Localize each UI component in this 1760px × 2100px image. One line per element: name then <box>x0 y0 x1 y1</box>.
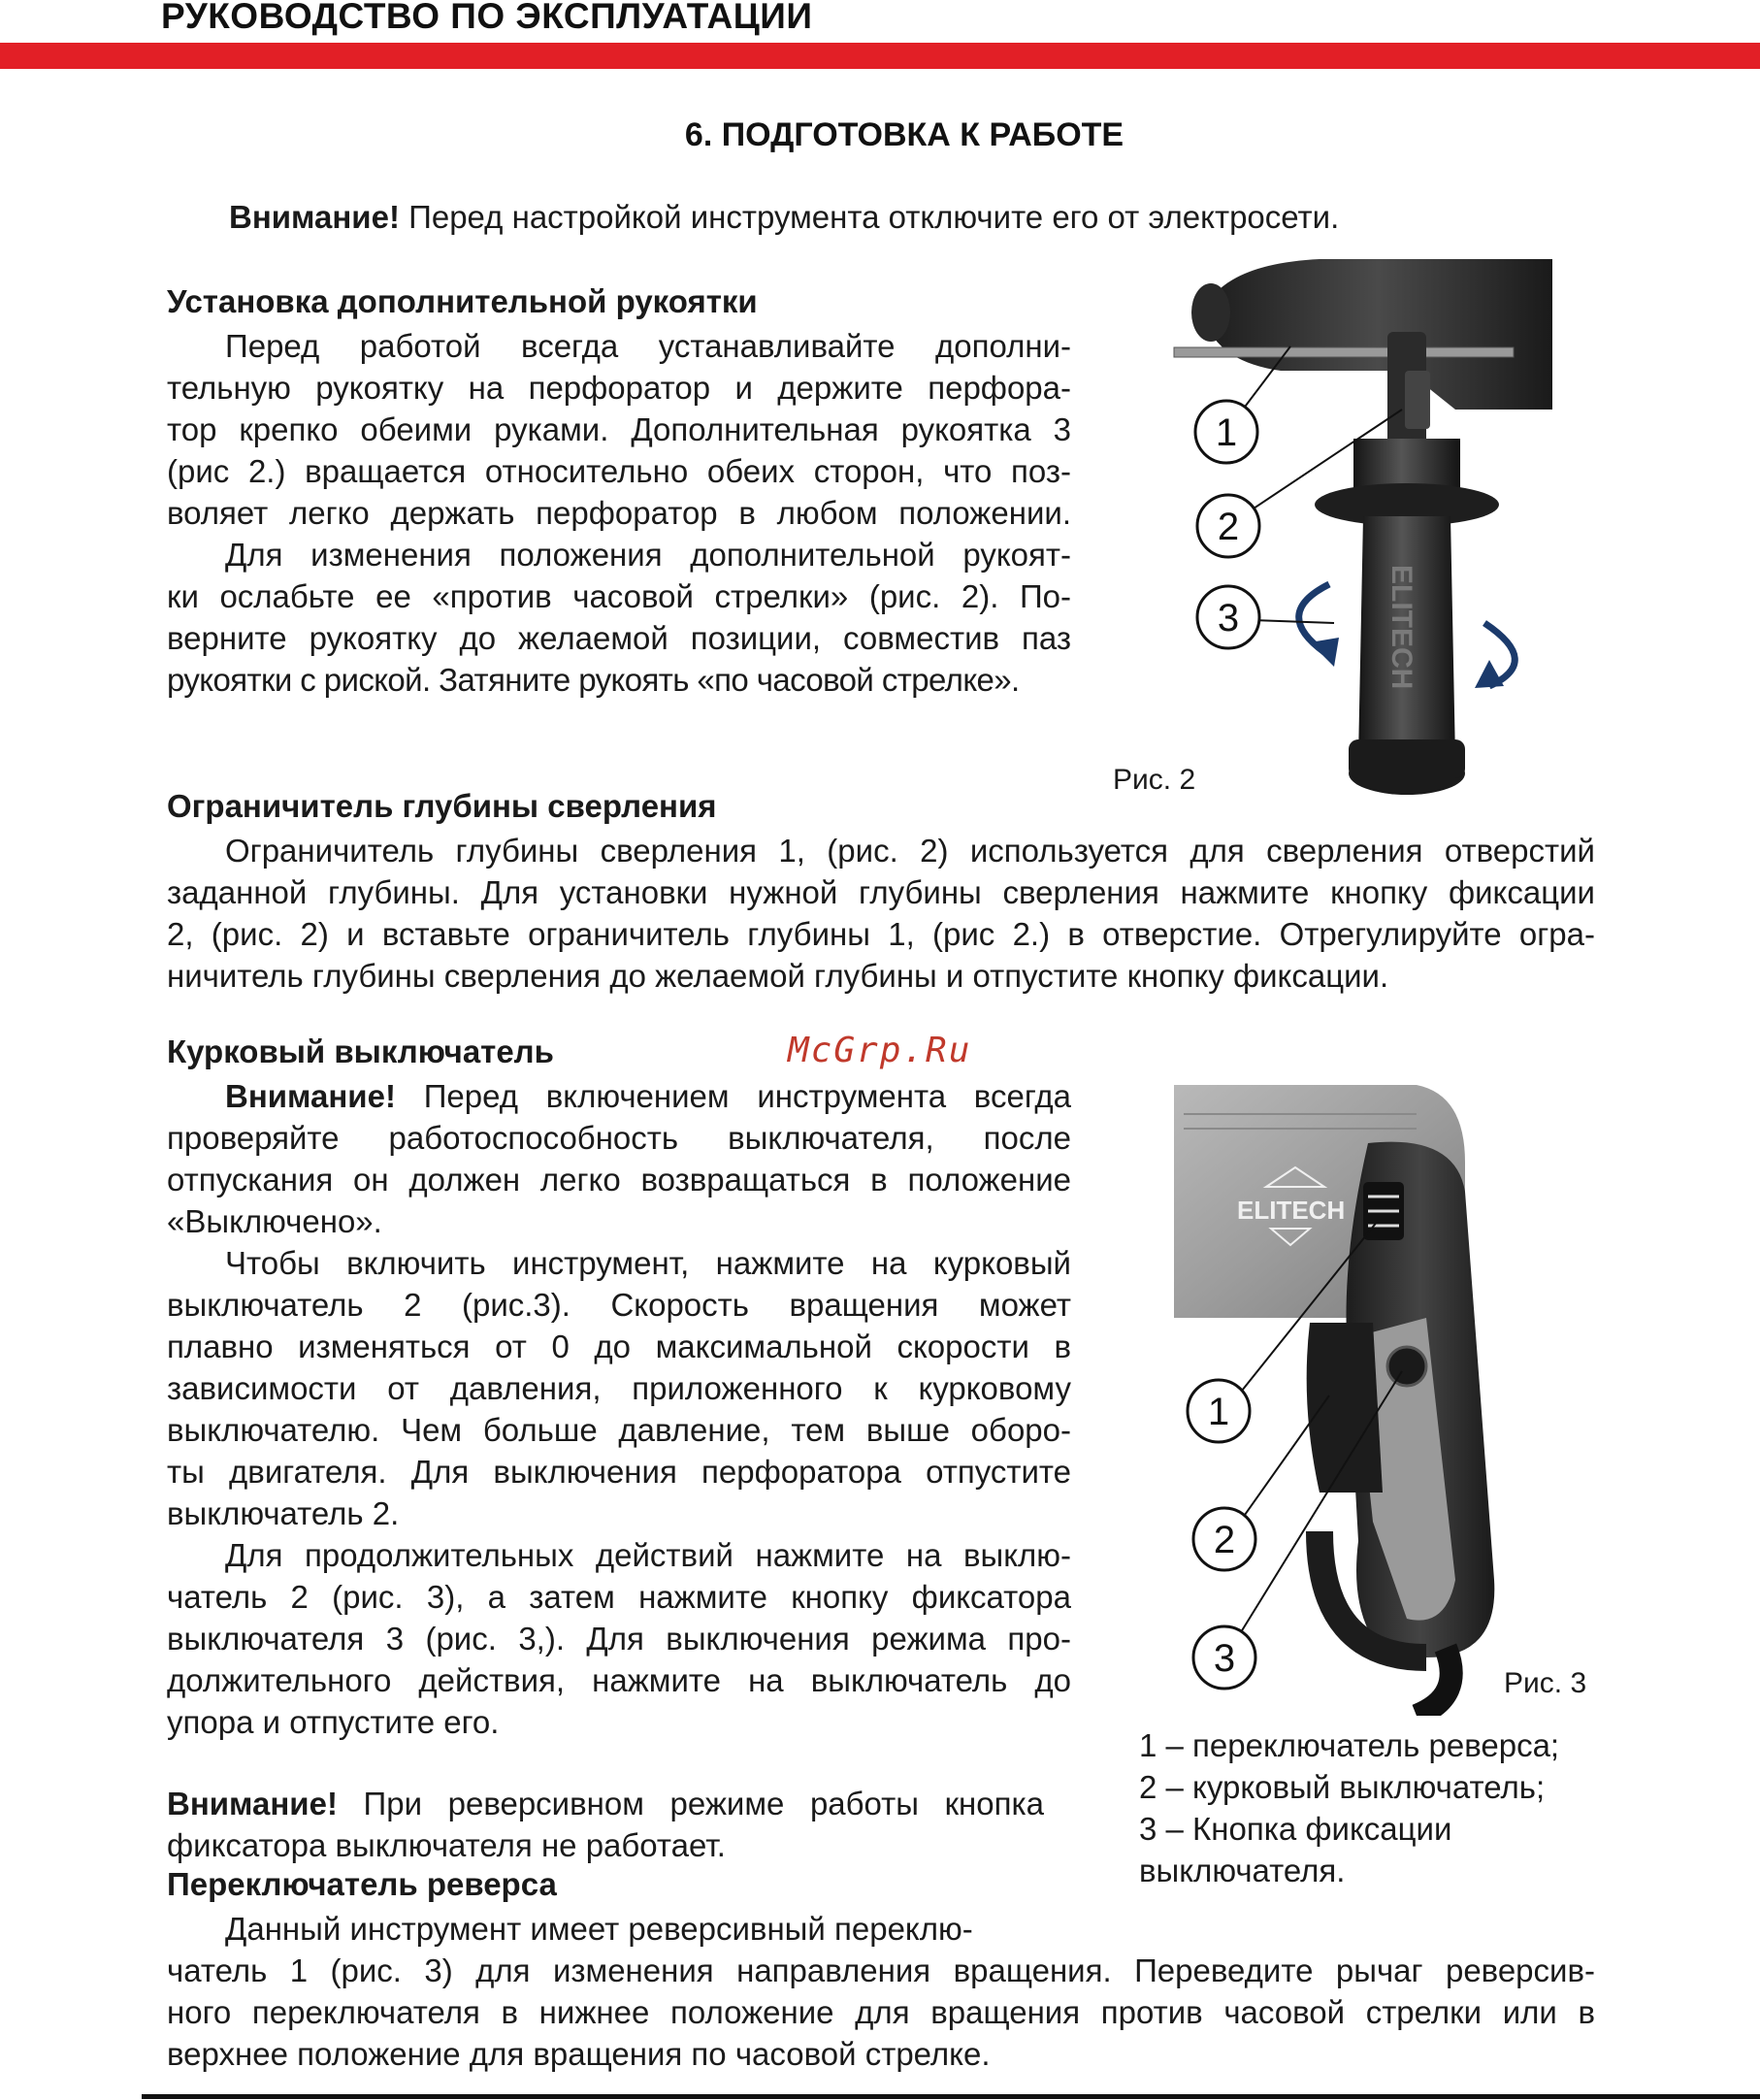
warning-top-text: Перед настройкой инструмента отключите его от электросети. <box>399 199 1340 235</box>
reverse-line: ного переключателя в нижнее положение для вращения против часовой стрелки или в <box>167 1994 1595 2030</box>
trigger-line: отпускания он должен легко возвращаться в положение <box>167 1162 1071 1198</box>
figure-2-callout-2: 2 <box>1217 506 1240 548</box>
figure-3-brand: ELITECH <box>1237 1196 1346 1225</box>
section-title: 6. ПОДГОТОВКА К РАБОТЕ <box>684 116 1124 153</box>
figure-3-callout-2: 2 <box>1213 1519 1236 1561</box>
trigger-line: должительного действия, нажмите на выключатель до <box>167 1662 1071 1698</box>
figure-3-drill-trigger <box>1174 1075 1620 1716</box>
legend-item: 3 – Кнопка фиксации <box>1139 1811 1452 1847</box>
trigger-line: «Выключено». <box>167 1203 382 1239</box>
figure-3-callout-3: 3 <box>1213 1637 1236 1680</box>
handle-line: ки ослабьте ее «против часовой стрелки» (рис. 2). По- <box>167 578 1071 614</box>
legend-item: 2 – курковый выключатель; <box>1139 1769 1546 1805</box>
header-title: РУКОВОДСТВО ПО ЭКСПЛУАТАЦИИ <box>161 0 813 36</box>
handle-line: тор крепко обеими руками. Дополнительная рукоятка 3 <box>167 411 1071 447</box>
figure-2-callout-3: 3 <box>1217 597 1240 640</box>
trigger-line-warning <box>167 1075 1071 1117</box>
reverse-line: Данный инструмент имеет реверсивный переклю- <box>225 1911 973 1947</box>
depth-line: заданной глубины. Для установки нужной глубины сверления нажмите кнопку фиксации <box>167 874 1595 910</box>
handle-line: (рис 2.) вращается относительно обеих сторон, что поз- <box>167 453 1071 489</box>
figure-3-callout-1: 1 <box>1207 1391 1230 1433</box>
reverse-warning-label: Внимание! <box>167 1786 338 1821</box>
header-red-bar <box>0 43 1760 69</box>
reverse-heading: Переключатель реверса <box>167 1866 557 1902</box>
trigger-line: Перед включением инструмента всегда <box>395 1078 1071 1114</box>
figure-2-callout-1: 1 <box>1215 411 1238 454</box>
reverse-warning-line: фиксатора выключателя не работает. <box>167 1827 726 1863</box>
trigger-warning-label: Внимание! <box>225 1078 396 1114</box>
handle-heading: Установка дополнительной рукоятки <box>167 283 758 319</box>
handle-line: Для изменения положения дополнительной рукоят- <box>225 537 1071 573</box>
trigger-line: чатель 2 (рис. 3), а затем нажмите кнопку фиксатора <box>167 1579 1071 1615</box>
reverse-paragraph <box>167 1908 1595 2075</box>
trigger-line: выключатель 2. <box>167 1495 400 1531</box>
depth-line: ничитель глубины сверления до желаемой глубины и отпустите кнопку фиксации. <box>167 958 1389 994</box>
handle-line: Перед работой всегда устанавливайте дополни- <box>225 328 1071 364</box>
reverse-line: верхнее положение для вращения по часовой стрелке. <box>167 2036 991 2072</box>
depth-heading: Ограничитель глубины сверления <box>167 788 717 824</box>
trigger-line: Для продолжительных действий нажмите на выклю- <box>225 1537 1071 1573</box>
warning-top-label: Внимание! <box>229 199 400 235</box>
depth-paragraph <box>167 830 1595 997</box>
trigger-line: ты двигателя. Для выключения перфоратора отпустите <box>167 1454 1071 1490</box>
warning-top <box>229 196 1339 238</box>
trigger-line: упора и отпустите его. <box>167 1704 500 1740</box>
handle-line: тельную рукоятку на перфоратор и держите перфора- <box>167 370 1071 406</box>
figure-2-caption: Рис. 2 <box>1113 764 1196 796</box>
trigger-line: выключателя 3 (рис. 3,). Для выключения режима про- <box>167 1621 1071 1657</box>
trigger-line: Чтобы включить инструмент, нажмите на курковый <box>225 1245 1071 1281</box>
handle-line: воляет легко держать перфоратор в любом положении. <box>167 495 1071 531</box>
depth-line: Ограничитель глубины сверления 1, (рис. 2) используется для сверления отверстий <box>225 833 1595 869</box>
trigger-line: плавно изменяться от 0 до максимальной скорости в <box>167 1329 1071 1364</box>
trigger-line: зависимости от давления, приложенного к курковому <box>167 1370 1071 1406</box>
handle-line: верните рукоятку до желаемой позиции, совместив паз <box>167 620 1071 656</box>
reverse-line: чатель 1 (рис. 3) для изменения направления вращения. Переведите рычаг реверсив- <box>167 1952 1595 1988</box>
figure-2-brand: ELITECH <box>1385 565 1418 690</box>
trigger-line: выключателю. Чем больше давление, тем выше оборо- <box>167 1412 1071 1448</box>
trigger-paragraph <box>167 1075 1071 1743</box>
figure-2-drill-handle <box>1164 254 1572 817</box>
trigger-line: проверяйте работоспособность выключателя, после <box>167 1120 1071 1156</box>
figure-3-caption: Рис. 3 <box>1504 1667 1587 1699</box>
reverse-warning-text: При реверсивном режиме работы кнопка <box>337 1786 1044 1821</box>
trigger-heading: Курковый выключатель <box>167 1034 554 1069</box>
handle-line: рукоятки с риской. Затяните рукоять «по часовой стрелке». <box>167 662 1020 698</box>
legend-item: выключателя. <box>1139 1853 1346 1888</box>
figure-3-legend <box>1139 1724 1559 1891</box>
legend-item: 1 – переключатель реверса; <box>1139 1727 1560 1763</box>
handle-paragraph <box>167 325 1071 701</box>
watermark: McGrp.Ru <box>788 1031 972 1070</box>
depth-line: 2, (рис. 2) и вставьте ограничитель глубины 1, (рис 2.) в отверстие. Отрегулируйте огра- <box>167 916 1595 952</box>
footer-rule <box>142 2094 1760 2099</box>
trigger-line: выключатель 2 (рис.3). Скорость вращения может <box>167 1287 1071 1323</box>
reverse-warning-line <box>167 1783 1044 1824</box>
reverse-warning <box>167 1783 1044 1866</box>
